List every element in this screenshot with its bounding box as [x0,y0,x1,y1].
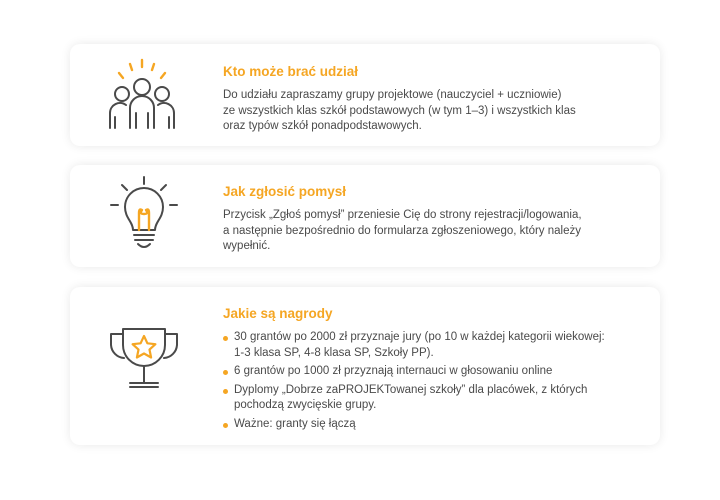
list-item [223,383,643,414]
section-text [223,64,643,135]
list-item-text: Ważne: granty się łączą [234,417,356,430]
info-card-submit-idea [70,165,660,267]
lightbulb-icon [100,175,188,255]
bullet-dot [223,370,228,375]
info-card-participants [70,44,660,146]
prize-list [223,330,643,432]
bullet-dot [223,389,228,394]
people-group-icon [100,58,188,138]
section-title: Jakie są nagrody [223,306,333,321]
section-title: Kto może brać udział [223,64,359,79]
section-text [223,306,643,435]
list-item-text: 6 grantów po 1000 zł przyznają internauci w głosowaniu online [234,365,553,377]
section-body: Do udziału zapraszamy grupy projektowe (nauczyciel + uczniowie) ze wszystkich klas szkół podstawowych (w tym 1–3) i wszystkich klas oraz typów szkół ponadpodstawowych. [223,89,576,132]
info-card-prizes [70,287,660,445]
section-body: Przycisk „Zgłoś pomysł” przeniesie Cię do strony rejestracji/logowania, a następnie bezpośrednio do formularza zgłoszeniowego, który należy wypełnić. [223,209,582,252]
trophy-icon [100,325,188,405]
list-item-text: 30 grantów po 2000 zł przyznaje jury (po 10 w każdej kategorii wiekowej: 1-3 klasa SP, 4-8 klasa SP, Szkoły PP). [234,331,605,359]
bullet-dot [223,336,228,341]
list-item [223,364,643,380]
section-text [223,184,643,255]
list-item-text: Dyplomy „Dobrze zaPROJEKTowanej szkoły” dla placówek, z których pochodzą zwycięskie grupy. [234,383,588,411]
list-item [223,417,643,433]
list-item [223,330,643,361]
section-title: Jak zgłosić pomysł [223,184,347,199]
bullet-dot [223,423,228,428]
